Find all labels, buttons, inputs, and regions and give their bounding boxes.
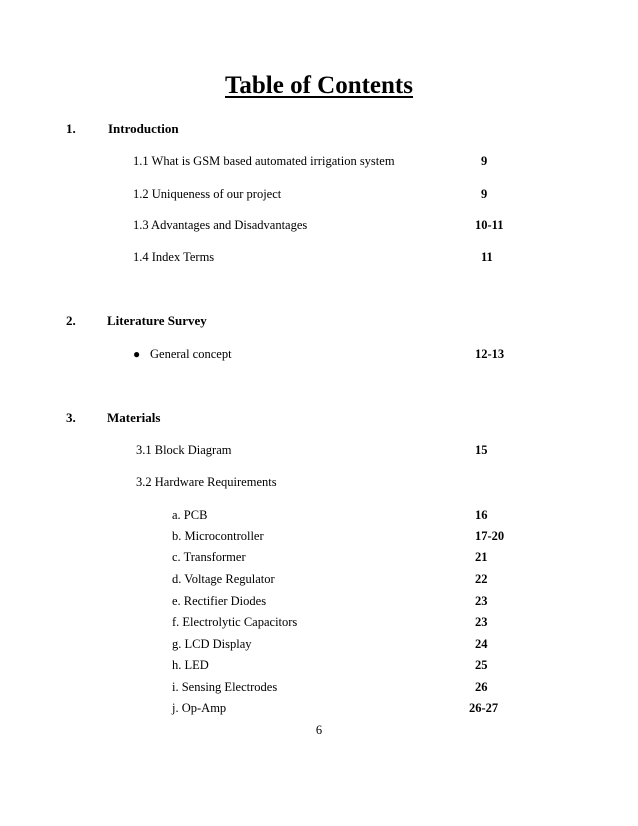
toc-subentry-label: f. Electrolytic Capacitors [172, 615, 298, 629]
toc-entry-page: 9 [481, 187, 488, 201]
toc-subentry-page: 25 [475, 658, 488, 672]
toc-entry-page: 9 [481, 154, 488, 168]
page-title: Table of Contents [225, 72, 413, 99]
toc-entry-page: 10-11 [475, 218, 504, 232]
toc-entry-label: 3.2 Hardware Requirements [136, 475, 277, 489]
section-number: 3. [66, 410, 76, 425]
toc-subentry-label: j. Op-Amp [172, 701, 227, 715]
section-number: 2. [66, 313, 76, 328]
toc-entry-label: 1.4 Index Terms [133, 250, 215, 264]
toc-entry-label: General concept [150, 347, 232, 361]
toc-subentry-page: 21 [475, 550, 488, 564]
toc-entry-label: 1.3 Advantages and Disadvantages [133, 218, 308, 232]
toc-subentry-page: 16 [475, 508, 488, 522]
toc-subentry-page: 22 [475, 572, 488, 586]
toc-subentry-page: 26-27 [469, 701, 499, 715]
toc-subentry-page: 26 [475, 680, 488, 694]
toc-subentry-label: a. PCB [172, 508, 208, 522]
toc-subentry-page: 17-20 [475, 529, 505, 543]
bullet-icon: ● [133, 347, 141, 361]
toc-subentry-page: 23 [475, 594, 488, 608]
toc-subentry-page: 24 [475, 637, 488, 651]
toc-entry-page: 15 [475, 443, 488, 457]
toc-subentry-label: g. LCD Display [172, 637, 252, 651]
section-title-introduction: Introduction [108, 121, 179, 136]
toc-entry-label: 3.1 Block Diagram [136, 443, 232, 457]
section-number: 1. [66, 121, 76, 136]
toc-subentry-label: i. Sensing Electrodes [172, 680, 278, 694]
toc-subentry-page: 23 [475, 615, 488, 629]
toc-subentry-label: e. Rectifier Diodes [172, 594, 267, 608]
toc-subentry-label: d. Voltage Regulator [172, 572, 275, 586]
section-title-literature-survey: Literature Survey [107, 313, 207, 328]
footer-page-number: 6 [315, 723, 323, 737]
toc-entry-page: 11 [481, 250, 493, 264]
section-title-materials: Materials [107, 410, 161, 425]
toc-entry-label: 1.1 What is GSM based automated irrigation system [133, 154, 395, 168]
toc-subentry-label: c. Transformer [172, 550, 246, 564]
toc-subentry-label: h. LED [172, 658, 209, 672]
toc-entry-page: 12-13 [475, 347, 505, 361]
toc-subentry-label: b. Microcontroller [172, 529, 264, 543]
toc-entry-label: 1.2 Uniqueness of our project [133, 187, 282, 201]
